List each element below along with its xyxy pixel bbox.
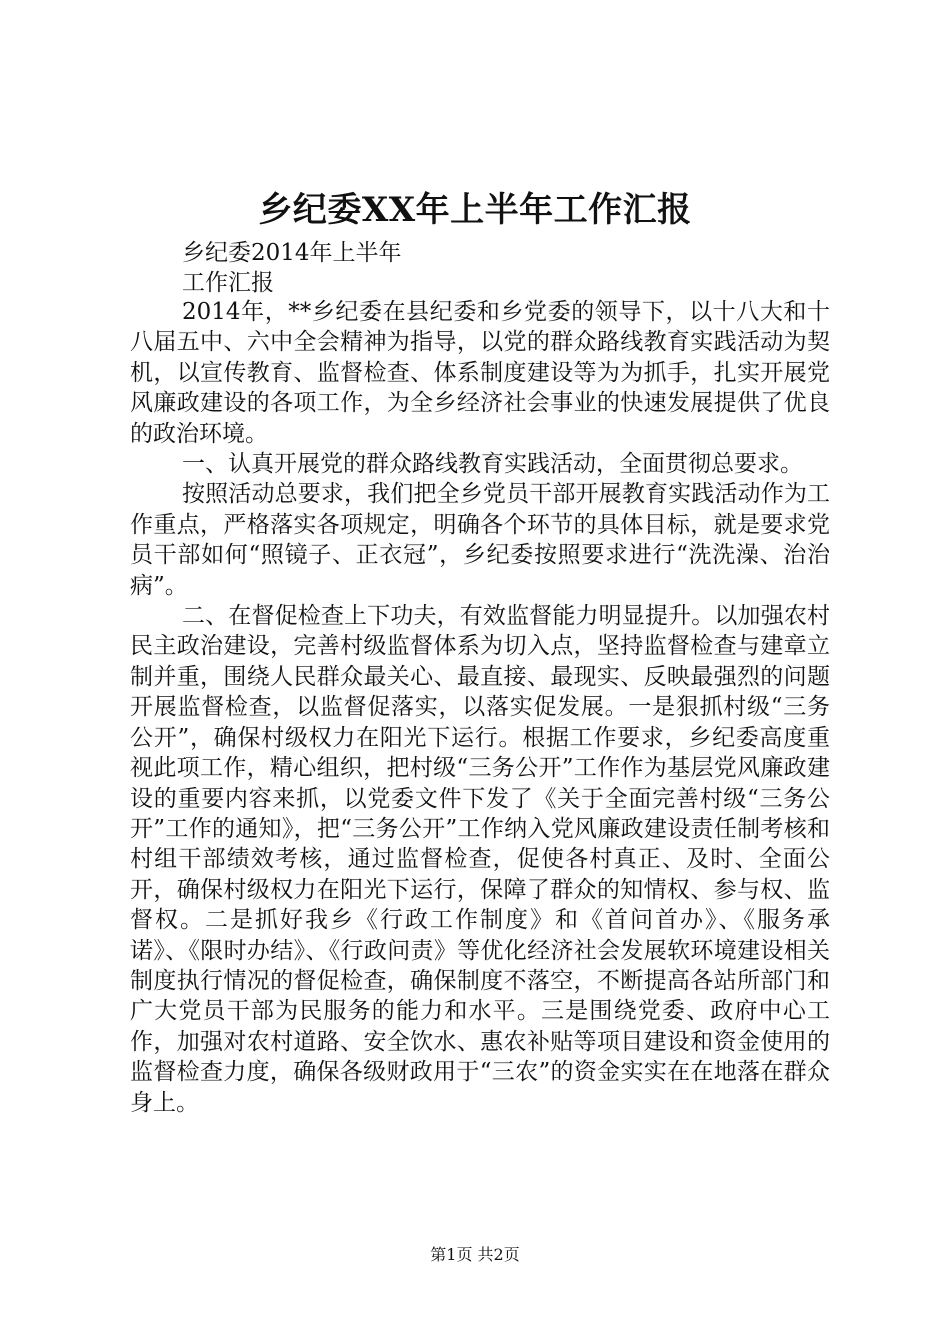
body-paragraph-section-1-content: 按照活动总要求，我们把全乡党员干部开展教育实践活动作为工作重点，严格落实各项规定，明确各个环节的具体目标，就是要求党员干部如何“照镜子、正衣冠”，乡纪委按照要求进行“洗洗澡、治治病”。	[130, 481, 830, 599]
body-paragraph-section-2: 二、在督促检查上下功夫，有效监督能力明显提升。以加强农村民主政治建设，完善村级监督体系为切入点，坚持监督检查与建章立制并重，围绕人民群众最关心、最直接、最现实、反映最强烈的问题开展监督检查，以监督促落实，以落实促发展。一是狠抓村级“三务公开”，确保村级权力在阳光下运行。根据工作要求，乡纪委高度重视此项工作，精心组织，把村级“三务公开”工作作为基层党风廉政建设的重要内容来抓，以党委文件下发了《关于全面完善村级“三务公开”工作的通知》，把“三务公开”工作纳入党风廉政建设责任制考核和村组干部绩效考核，通过监督检查，促使各村真正、及时、全面公开，确保村级权力在阳光下运行，保障了群众的知情权、参与权、监督权。二是抓好我乡《行政工作制度》和《首问首办》、《服务承诺》、《限时办结》、《行政问责》等优化经济社会发展软环境建设相关制度执行情况的督促检查，确保制度不落空，不断提高各站所部门和广大党员干部为民服务的能力和水平。三是围绕党委、政府中心工作，加强对农村道路、安全饮水、惠农补贴等项目建设和资金使用的监督检查力度，确保各级财政用于“三农”的资金实实在在地落在群众身上。	[130, 603, 830, 1116]
document-title: 乡纪委XX年上半年工作汇报	[258, 190, 692, 230]
body-paragraph-intro: 2014年，**乡纪委在县纪委和乡党委的领导下，以十八大和十八届五中、六中全会精神为指导，以党的群众路线教育实践活动为契机，以宣传教育、监督检查、体系制度建设等为为抓手，扎实开展党风廉政建设的各项工作，为全乡经济社会事业的快速发展提供了优良的政治环境。	[130, 299, 830, 447]
document-body	[130, 297, 830, 1118]
document-subtitle-line-2: 工作汇报	[182, 270, 274, 296]
page-number-footer: 第1页 共2页	[430, 1245, 520, 1264]
document-subtitle-line-1: 乡纪委2014年上半年	[182, 240, 402, 266]
body-paragraph-section-1-heading: 一、认真开展党的群众路线教育实践活动，全面贯彻总要求。	[182, 451, 803, 478]
